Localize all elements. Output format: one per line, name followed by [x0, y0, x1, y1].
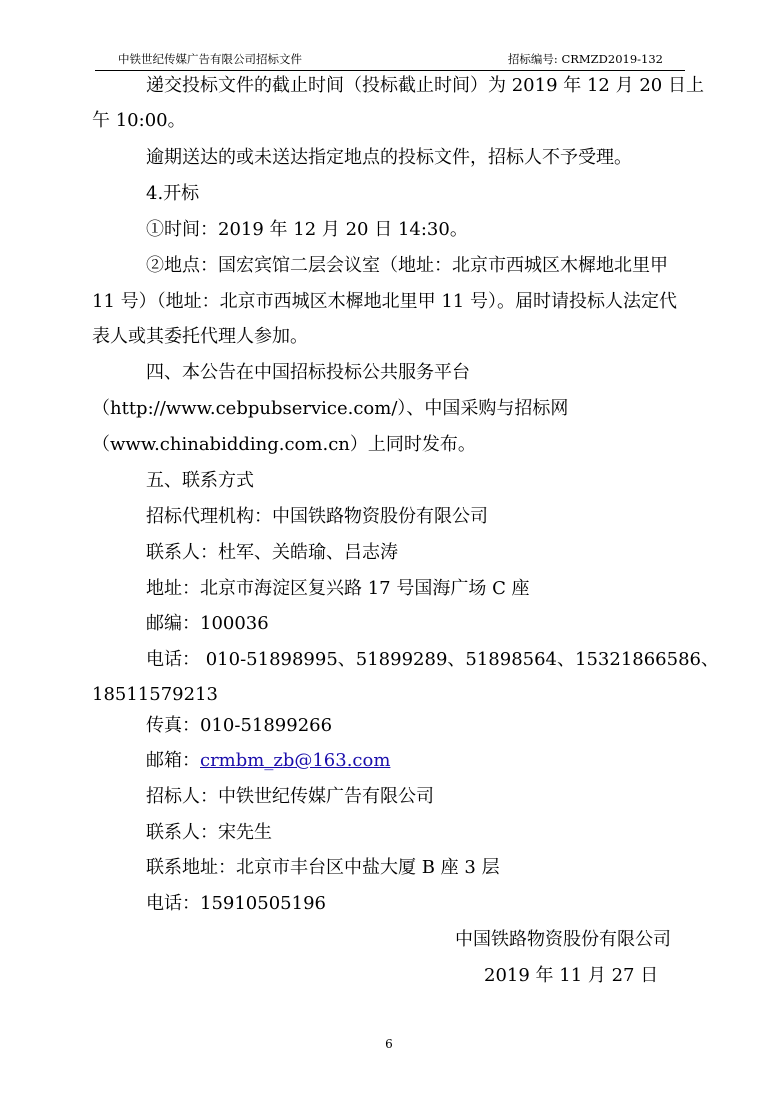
tenderer-phone: 电话：15910505196: [146, 893, 326, 914]
bid-opening-time: ①时间：2019 年 12 月 20 日 14:30。: [146, 219, 468, 240]
bid-opening-heading: 4.开标: [146, 183, 200, 204]
email-label: 邮箱：: [146, 750, 200, 771]
email-link[interactable]: crmbm_zb@163.com: [200, 750, 391, 771]
bid-opening-place-line3: 表人或其委托代理人参加。: [92, 326, 308, 347]
agency-address: 地址：北京市海淀区复兴路 17 号国海广场 C 座: [146, 578, 530, 599]
deadline-text-line1: 递交投标文件的截止时间（投标截止时间）为 2019 年 12 月 20 日上: [146, 75, 704, 96]
tenderer-name: 招标人：中铁世纪传媒广告有限公司: [146, 786, 434, 807]
header-divider: [95, 70, 685, 71]
agency-contacts: 联系人：杜军、关皓瑜、吕志涛: [146, 542, 398, 563]
agency-fax: 传真：010-51899266: [146, 715, 333, 736]
signature-date: 2019 年 11 月 27 日: [484, 965, 659, 986]
header-tender-number: 招标编号: CRMZD2019-132: [507, 52, 663, 66]
header-document-title: 中铁世纪传媒广告有限公司招标文件: [118, 52, 302, 66]
page-number: 6: [385, 1037, 393, 1051]
bid-opening-place-line2: 11 号）（地址：北京市西城区木樨地北里甲 11 号）。届时请投标人法定代: [92, 291, 677, 312]
agency-phone-line2: 18511579213: [92, 684, 218, 705]
bid-opening-place-line1: ②地点：国宏宾馆二层会议室（地址：北京市西城区木樨地北里甲: [146, 255, 668, 276]
signature-organization: 中国铁路物资股份有限公司: [455, 929, 671, 950]
section5-contact-heading: 五、联系方式: [146, 470, 254, 491]
late-submission-notice: 逾期送达的或未送达指定地点的投标文件，招标人不予受理。: [146, 147, 632, 168]
section4-announcement-line1: 四、本公告在中国招标投标公共服务平台: [146, 362, 470, 383]
deadline-text-line2: 午 10:00。: [92, 110, 186, 131]
agency-postcode: 邮编：100036: [146, 613, 269, 634]
tenderer-contact: 联系人：宋先生: [146, 822, 272, 843]
agency-name: 招标代理机构：中国铁路物资股份有限公司: [146, 506, 488, 527]
section4-announcement-line2: （http://www.cebpubservice.com/）、中国采购与招标网: [92, 398, 569, 419]
section4-announcement-line3: （www.chinabidding.com.cn）上同时发布。: [92, 434, 476, 455]
agency-email-row: [146, 749, 390, 773]
tenderer-address: 联系地址：北京市丰台区中盐大厦 B 座 3 层: [146, 857, 500, 878]
agency-phone-line1: 电话： 010-51898995、51899289、51898564、15321866586、: [146, 649, 719, 670]
